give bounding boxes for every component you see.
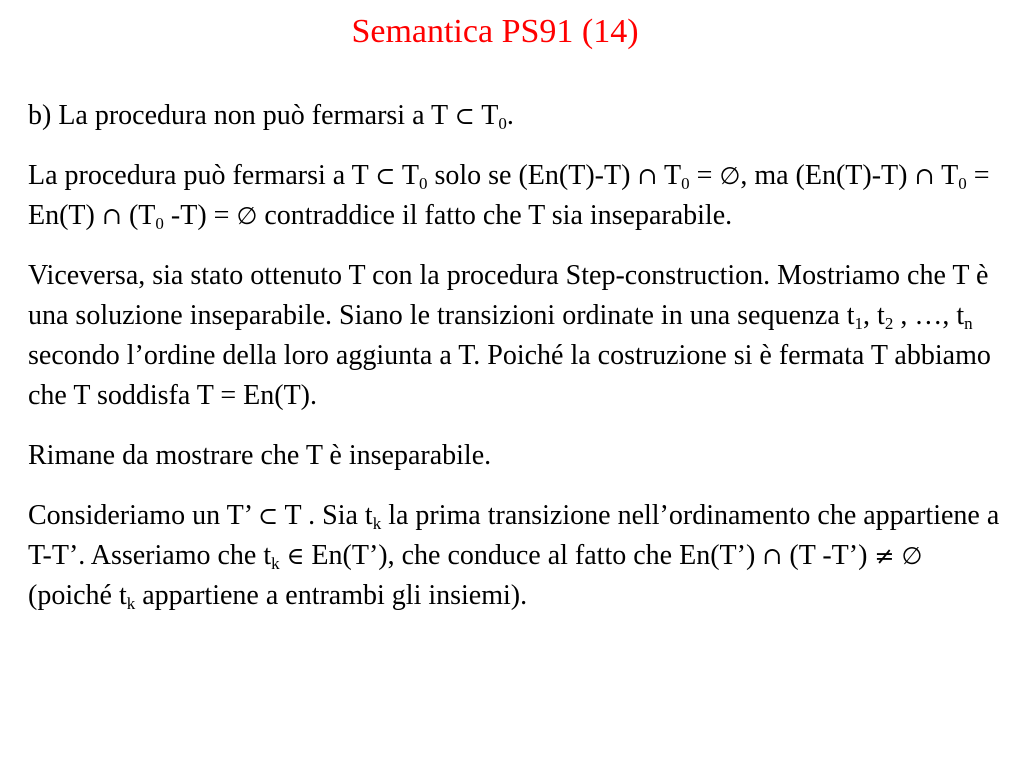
text: , …, t [893,300,965,331]
empty-set-symbol: ∅ [719,162,741,190]
subset-symbol: ⊂ [454,102,475,130]
text [895,540,902,571]
text: T [474,100,499,131]
slide-title: Semantica PS91 (14) [351,13,639,50]
subscript: 0 [498,114,507,133]
empty-set-symbol: ∅ [236,202,258,230]
subset-symbol: ⊂ [375,162,396,190]
subscript: 0 [681,174,690,193]
text: En(T’), che conduce al fatto che En(T’) [304,540,763,571]
intersection-symbol: ∩ [914,162,935,190]
text: contraddice il fatto che T sia inseparabile. [257,200,733,231]
text: la prima transizione nell’ordinamento che appartiene a T-T’. Asseriamo che t [28,500,1000,571]
text: b) La procedura non può fermarsi a T [28,100,455,131]
paragraph-proof-2 [28,256,1003,416]
empty-set-symbol: ∅ [901,542,923,570]
paragraph-proof-4 [28,496,1003,616]
intersection-symbol: ∩ [762,542,783,570]
subscript: 0 [958,174,967,193]
not-equal-symbol: ≠ [874,542,895,570]
text: T [657,160,682,191]
subscript: k [126,594,136,613]
slide-body [28,96,1003,636]
text: solo se (En(T)-T) [427,160,638,191]
text: Viceversa, sia stato ottenuto T con la procedura Step-construction. Mostriamo che T è una soluzione inseparabile. Siano le transizioni ordinate in una sequenza t [28,260,989,331]
subscript: 1 [854,314,864,333]
intersection-symbol: ∩ [101,202,122,230]
text: T [395,160,419,191]
text: Rimane da mostrare che T è inseparabile. [28,440,492,471]
paragraph-proof-3 [28,436,1003,476]
text: secondo l’ordine della loro aggiunta a T. Poiché la costruzione si è fermata T abbiamo che T soddisfa T = En(T). [28,340,991,411]
text: appartiene a entrambi gli insiemi). [135,580,528,611]
subset-symbol: ⊂ [257,502,279,530]
text: , t [863,300,885,331]
text: T [934,160,959,191]
paragraph-claim [28,96,1003,136]
text [280,540,287,571]
text: T . Sia t [278,500,373,531]
subscript: 0 [155,214,164,233]
text: La procedura può fermarsi a T [28,160,376,191]
subscript: k [372,514,382,533]
text: (poiché t [28,580,127,611]
paragraph-proof-1 [28,156,1003,236]
text: (T [121,200,156,231]
element-of-symbol: ∈ [286,542,305,570]
text: , ma (En(T)-T) [740,160,915,191]
subscript: 2 [884,314,894,333]
text: (T -T’) [782,540,875,571]
text: = En(T) [28,160,990,231]
subscript: k [271,554,280,573]
subscript: n [964,314,973,333]
subscript: 0 [418,174,428,193]
text: . [506,100,514,131]
text: Consideriamo un T’ [28,500,258,531]
text: -T) = [163,200,237,231]
intersection-symbol: ∩ [637,162,658,190]
text: = [689,160,720,191]
